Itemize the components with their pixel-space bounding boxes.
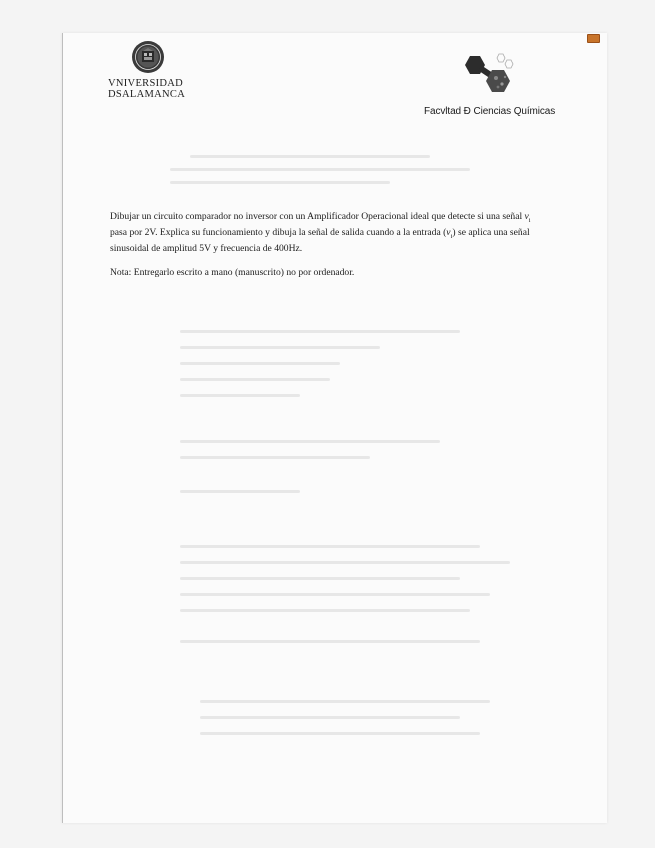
university-seal-icon bbox=[131, 40, 165, 74]
input-signal-subscript-2: i bbox=[450, 232, 453, 240]
university-line-2: DSALAMANCA bbox=[108, 89, 186, 100]
university-logo bbox=[108, 40, 188, 100]
input-signal-symbol-2: v bbox=[446, 226, 451, 238]
document-page bbox=[62, 33, 607, 823]
input-signal-subscript: i bbox=[528, 216, 531, 224]
university-line-1: VNIVERSIDAD bbox=[108, 78, 184, 89]
corner-marker-icon bbox=[587, 34, 600, 43]
exercise-statement bbox=[110, 211, 550, 255]
molecule-logo-icon bbox=[458, 50, 520, 102]
faculty-name: Facvltad Ð Ciencias Químicas bbox=[424, 106, 556, 117]
exercise-content bbox=[110, 211, 550, 279]
page-left-edge bbox=[62, 33, 63, 823]
exercise-text-part-2: pasa por 2V. Explica su funcionamiento y dibuja la señal de salida cuando a la entrada ( bbox=[110, 226, 447, 238]
university-name bbox=[108, 78, 188, 100]
delivery-note: Nota: Entregarlo escrito a mano (manuscrito) no por ordenador. bbox=[110, 266, 355, 278]
exercise-text-part-1: Dibujar un circuito comparador no inversor con un Amplificador Operacional ideal que detecte si una señal bbox=[110, 211, 525, 222]
input-signal-symbol: v bbox=[524, 211, 529, 222]
exercise-text-part-3: ) se aplica una señal sinusoidal de amplitud 5V y frecuencia de 400Hz. bbox=[110, 226, 530, 254]
